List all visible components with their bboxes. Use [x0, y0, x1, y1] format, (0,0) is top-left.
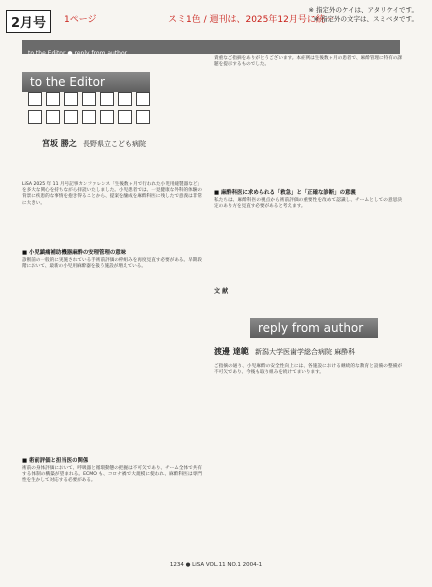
- section-banner-reply: reply from author: [250, 318, 378, 338]
- letter-paragraph-2: 診断前の一般的に実施されている手術前評価の枠組みを再度見直す必要がある。早期段階において、最新の小児用麻酔器を扱う施設が増えている。: [22, 258, 202, 270]
- header-strip: [22, 40, 400, 57]
- note-line: ※ 指定外のケイは、アタリケイです。: [308, 6, 418, 14]
- reply-author-name: 渡邊 達範: [214, 347, 249, 356]
- printing-notes: [309, 6, 419, 24]
- letter-author-name: 宮坂 勝之: [42, 139, 77, 148]
- left-column: [22, 56, 202, 546]
- reply-author: [214, 346, 355, 357]
- letter-section-2: ■ 術前評価と担当医の関係: [22, 458, 89, 464]
- references-head: 文 献: [214, 288, 229, 295]
- reply-paragraph-2: 私たちは、麻酔科医の視点から術前評価の重要性を改めて認識し、チームとしての意思決定のあり方を見直す必要があると考えます。: [214, 198, 402, 210]
- reply-paragraph-3: ご指摘の通り、小児麻酔の安全性向上には、各施設における継続的な教育と設備の整備が不可欠であり、今後も取り組みを続けてまいります。: [214, 364, 402, 376]
- section-banner-editor: to the Editor: [22, 72, 150, 92]
- page-footer: 1234 ● LiSA VOL.11 NO.1 2004-1: [169, 562, 263, 568]
- handwritten-page-label: 1ページ: [64, 15, 97, 25]
- right-column: [214, 56, 404, 546]
- issue-tag: 2月号: [6, 10, 51, 33]
- reply-author-affiliation: 新潟大学医歯学総合病院 麻酔科: [255, 348, 356, 356]
- note-line: ※ 指定外の文字は、スミベタです。: [313, 15, 418, 23]
- letter-paragraph-1: LiSA 2025 年 11 月号記事カンファレンス「生後数ヶ月で行われた小児用縫製器など」を多大な関心を持ちながら拝読いたしました。小児患者では、一見健康な外科的体験の背景に疾患的な事情を抱き得ることから、提案を醸成を麻酔科医に残したで意義は非常に大きい。: [22, 182, 203, 206]
- letter-author: [42, 138, 146, 149]
- letter-paragraph-3: 術前の身体評価において、呼吸器と循環動態の把握は不可欠であり、チーム全体で共有する体制の構築が望まれる。ECMO も、コロナ禍で大規模に使われ、麻酔科医は専門性を生かして対応する必要がある。: [22, 466, 202, 484]
- reply-paragraph-1: 貴重なご指摘をありがとうございます。本症例は生後数ヶ月の患者で、麻酔管理に特有の課題を提示するものでした。: [214, 56, 402, 68]
- reply-section-1: ■ 麻酔科医に求められる「救急」と「正確な診断」の意義: [214, 190, 356, 196]
- handwritten-top-note: スミ1色 / 週刊は、2025年12月号に統一: [168, 15, 334, 25]
- header-strip-text: to the Editor ● reply from author: [28, 50, 128, 57]
- letter-author-affiliation: 長野県立こども病院: [83, 140, 147, 148]
- title-box-grid: [28, 92, 150, 124]
- letter-section-1: ■ 小児鎮痛補助機器麻酔の安理管理の意味: [22, 250, 127, 256]
